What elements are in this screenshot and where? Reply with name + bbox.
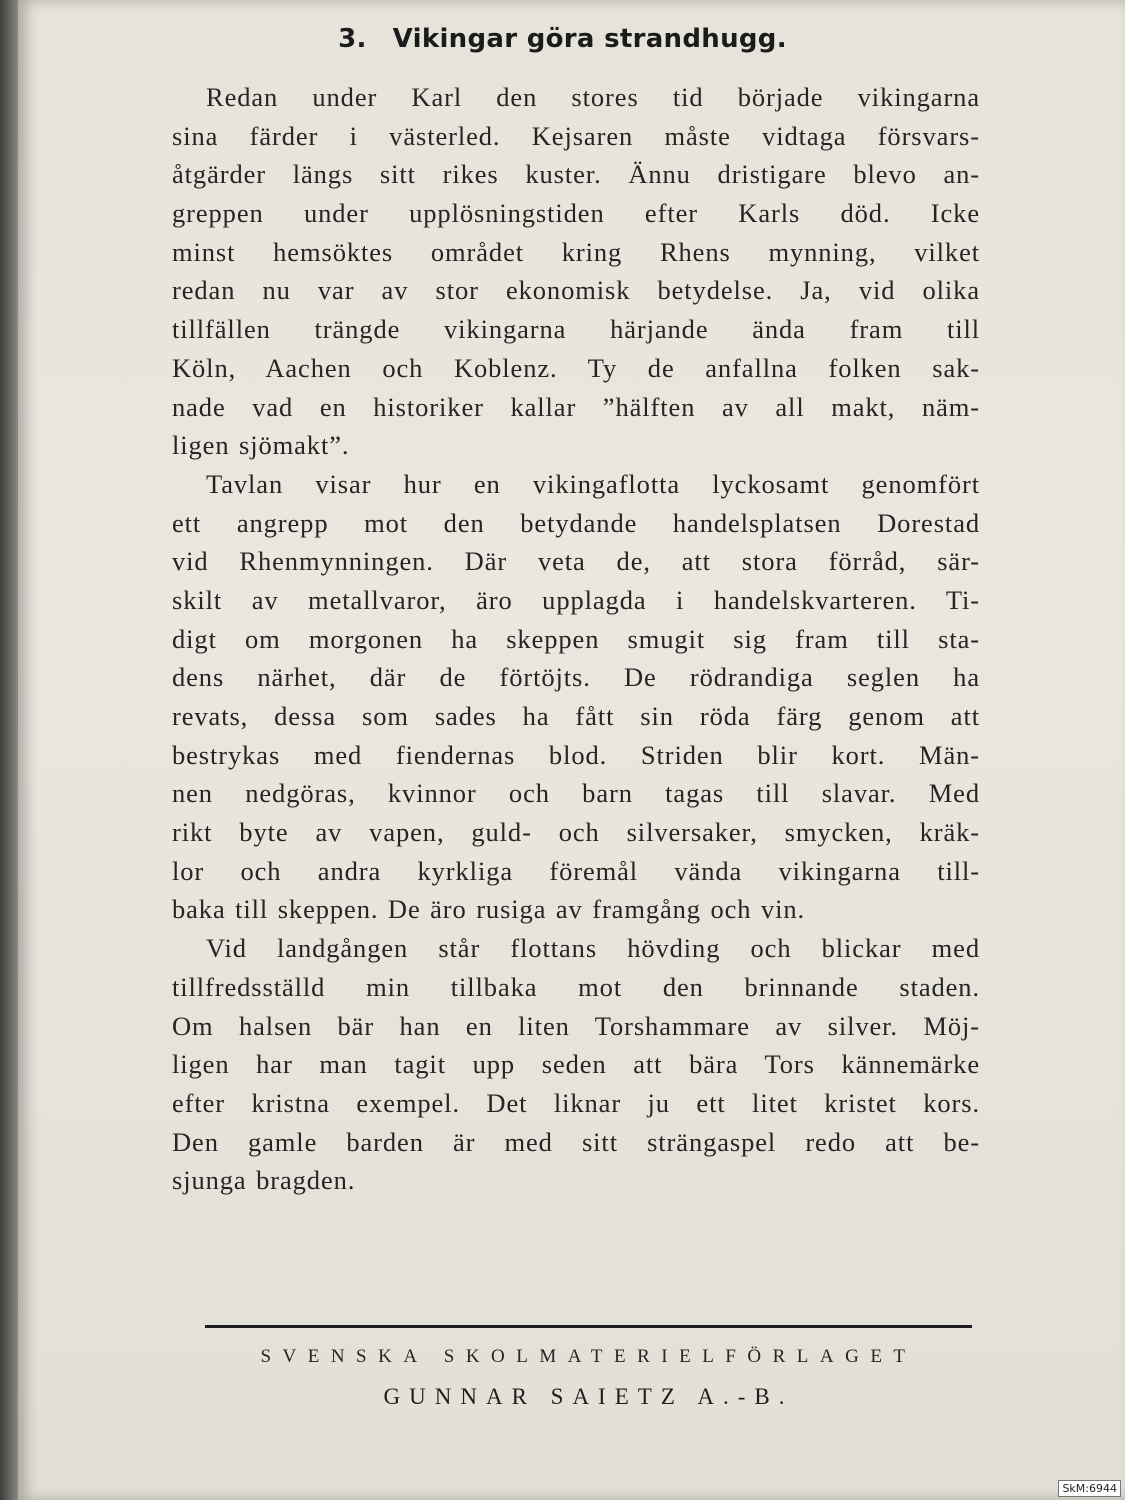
text-line: Vid landgången står flottans hövding och blickar med [206,933,980,964]
text-line: baka till skeppen. De äro rusiga av framgång och vin. [172,894,806,925]
text-line: skilt av metallvaror, äro upplagda i handelskvarteren. Ti- [172,584,980,615]
page-heading [0,24,1125,54]
text-line: Redan under Karl den stores tid började vikingarna [206,82,980,112]
paragraph-2 [172,465,980,929]
text-line: minst hemsöktes området kring Rhens mynning, vilket [172,236,980,267]
text-line: ligen har man tagit upp seden att bära Tors kännemärke [172,1049,980,1080]
heading-number: 3. [338,24,367,54]
text-line: digt om morgonen ha skeppen smugit sig fram till sta- [172,623,980,654]
text-line: rikt byte av vapen, guld- och silversaker, smycken, kräk- [172,817,980,848]
text-line: bestrykas med fiendernas blod. Striden blir kort. Män- [172,739,980,770]
paragraph-3 [172,929,980,1200]
text-line: sina färder i västerled. Kejsaren måste vidtaga försvars- [172,120,980,151]
text-line: dens närhet, där de förtöjts. De rödrandiga seglen ha [172,662,980,693]
text-line: tillfredsställd min tillbaka mot den brinnande staden. [172,971,980,1002]
text-line: Köln, Aachen och Koblenz. Ty de anfallna folken sak- [172,352,980,383]
footer-divider [205,1325,972,1328]
publisher-name: SVENSKA SKOLMATERIELFÖRLAGET [260,1346,917,1367]
text-line: revats, dessa som sades ha fått sin röda färg genom att [172,701,980,731]
publisher-company: GUNNAR SAIETZ A.-B. [383,1384,794,1409]
text-line: Om halsen bär han en liten Torshammare av silver. Möj- [172,1010,980,1041]
text-line: åtgärder längs sitt rikes kuster. Ännu dristigare blevo an- [172,159,980,190]
text-line: tillfällen trängde vikingarna härjande ända fram till [172,314,980,345]
paragraph-1 [172,78,980,465]
text-line: ett angrepp mot den betydande handelsplatsen Dorestad [172,507,980,538]
text-line: greppen under upplösningstiden efter Karls död. Icke [172,198,980,229]
text-line: lor och andra kyrkliga föremål vända vikingarna till- [172,855,980,886]
text-line: efter kristna exempel. Det liknar ju ett litet kristet kors. [172,1087,980,1118]
text-line: ligen sjömakt”. [172,430,350,461]
text-line: sjunga bragden. [172,1165,356,1196]
archive-id-label: SkM:6944 [1058,1480,1121,1497]
text-line: Den gamle barden är med sitt strängaspel redo att be- [172,1126,980,1157]
heading-title: Vikingar göra strandhugg. [392,24,787,54]
body-text [172,78,980,1200]
text-line: vid Rhenmynningen. Där veta de, att stora förråd, sär- [172,546,980,577]
text-line: nen nedgöras, kvinnor och barn tagas till slavar. Med [172,778,980,809]
text-line: redan nu var av stor ekonomisk betydelse. Ja, vid olika [172,275,980,306]
text-line: nade vad en historiker kallar ”hälften av all makt, näm- [172,391,980,422]
page-edge-shadow [0,0,18,1500]
text-line: Tavlan visar hur en vikingaflotta lyckosamt genomfört [206,468,980,499]
